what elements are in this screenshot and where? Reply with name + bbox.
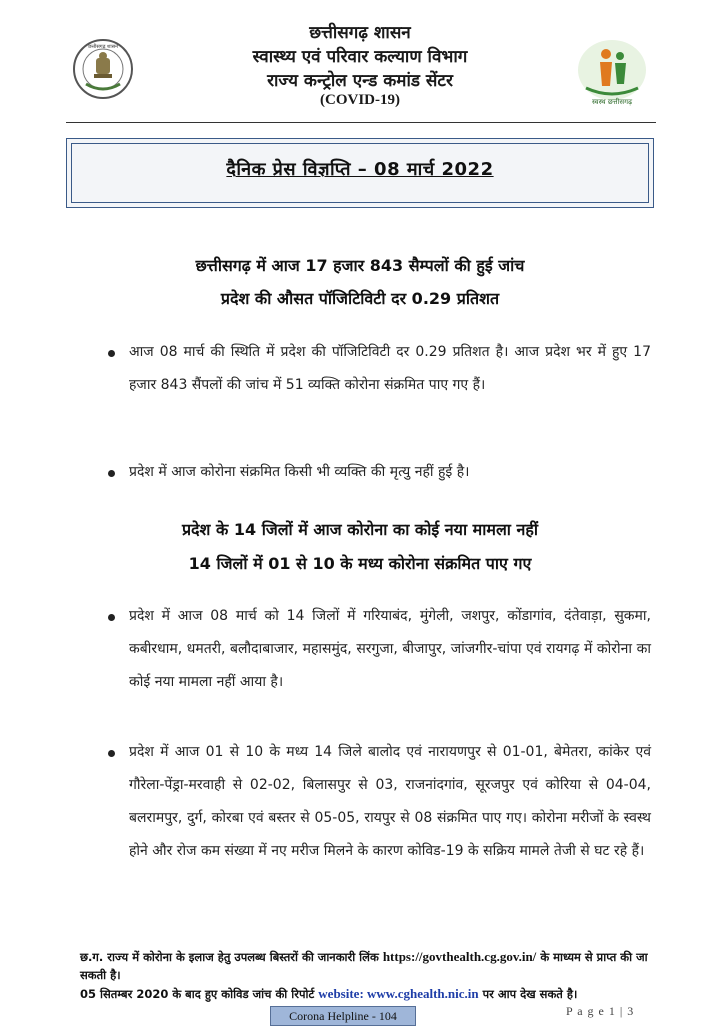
section1-heading-2: प्रदेश की औसत पॉजिटिविटी दर 0.29 प्रतिशत (220, 289, 500, 308)
section2-bullet-1: प्रदेश में आज 08 मार्च को 14 जिलों में गरियाबंद, मुंगेली, जशपुर, कोंडागांव, दंतेवाड़ा, सुकमा, कबीरधाम, धमतरी, बलौदाबाजार, महासमुंद, सरगुजा, बीजापुर, जांजगीर-चांपा एवं रायगढ़ में कोरोना का कोई नया मामला नहीं आया है। (129, 608, 651, 690)
section1-bullet-2: प्रदेश में आज कोरोना संक्रमित किसी भी व्यक्ति की मृत्यु नहीं हुई है। (129, 464, 470, 480)
header-covid-tag: (COVID-19) (320, 92, 400, 108)
govthealth-link[interactable]: https://govthealth.cg.gov.in/ (382, 949, 537, 964)
footer-note-report (80, 985, 654, 1003)
footer-note-beds-text-end: के माध्यम से प्राप्त की जा सकती है। (80, 950, 648, 982)
cghealth-website-link[interactable]: website: www.cghealth.nic.in (318, 986, 479, 1001)
corona-helpline-badge: Corona Helpline - 104 (270, 1006, 416, 1026)
section2-heading-2: 14 जिलों में 01 से 10 के मध्य कोरोना संक्रमित पाए गए (188, 554, 532, 573)
header-department: स्वास्थ्य एवं परिवार कल्याण विभाग (252, 47, 468, 67)
bullet-icon (108, 470, 115, 477)
svg-text:स्वस्थ छत्तीसगढ़: स्वस्थ छत्तीसगढ़ (591, 98, 633, 106)
header-control-center: राज्य कन्ट्रोल एन्ड कमांड सेंटर (267, 71, 453, 91)
bullet-icon (108, 350, 115, 357)
footer-note-beds (80, 948, 654, 984)
bullet-icon (108, 614, 115, 621)
page-number: P a g e 1 | 3 (566, 1004, 635, 1018)
section2-heading-1: प्रदेश के 14 जिलों में आज कोरोना का कोई नया मामला नहीं (181, 520, 539, 539)
footer-note-report-text-end: पर आप देख सकते है। (482, 987, 578, 1001)
title-box (66, 138, 654, 208)
svg-text:छत्तीसगढ़ शासन: छत्तीसगढ़ शासन (88, 44, 118, 50)
bullet-icon (108, 750, 115, 757)
footer-note-report-text: 05 सितम्बर 2020 के बाद हुए कोविड जांच की रिपोर्ट (80, 987, 315, 1001)
header-divider (66, 122, 656, 123)
footer-note-beds-text: छ.ग. राज्य में कोरोना के इलाज हेतु उपलब्ध बिस्तरों की जानकारी लिंक (80, 950, 379, 964)
section1-heading-1: छत्तीसगढ़ में आज 17 हजार 843 सैम्पलों की हुई जांच (195, 256, 525, 275)
section2-bullet-2: प्रदेश में आज 01 से 10 के मध्य 14 जिले बालोद एवं नारायणपुर से 01-01, बेमेतरा, कांकेर एवं गौरेला-पेंड्रा-मरवाही से 02-02, बिलासपुर से 03, राजनांदगांव, सूरजपुर एवं कोरिया से 04-04, बलरामपुर, दुर्ग, कोरबा एवं बस्तर से 05-05, रायपुर से 08 संक्रमित पाए गए। कोरोना मरीजों के स्वस्थ होने और रोज कम संख्या में नए मरीज मिलने के कारण कोविड-19 के सक्रिय मामले तेजी से घट रहे हैं। (129, 744, 651, 859)
page-title: दैनिक प्रेस विज्ञप्ति – 08 मार्च 2022 (226, 159, 494, 180)
header-govt-name: छत्तीसगढ़ शासन (309, 23, 411, 43)
section1-bullet-1: आज 08 मार्च की स्थिति में प्रदेश की पॉजिटिविटी दर 0.29 प्रतिशत है। आज प्रदेश भर में हुए 17 हजार 843 सैंपलों की जांच में 51 व्यक्ति कोरोना संक्रमित पाए गए हैं। (129, 344, 651, 393)
